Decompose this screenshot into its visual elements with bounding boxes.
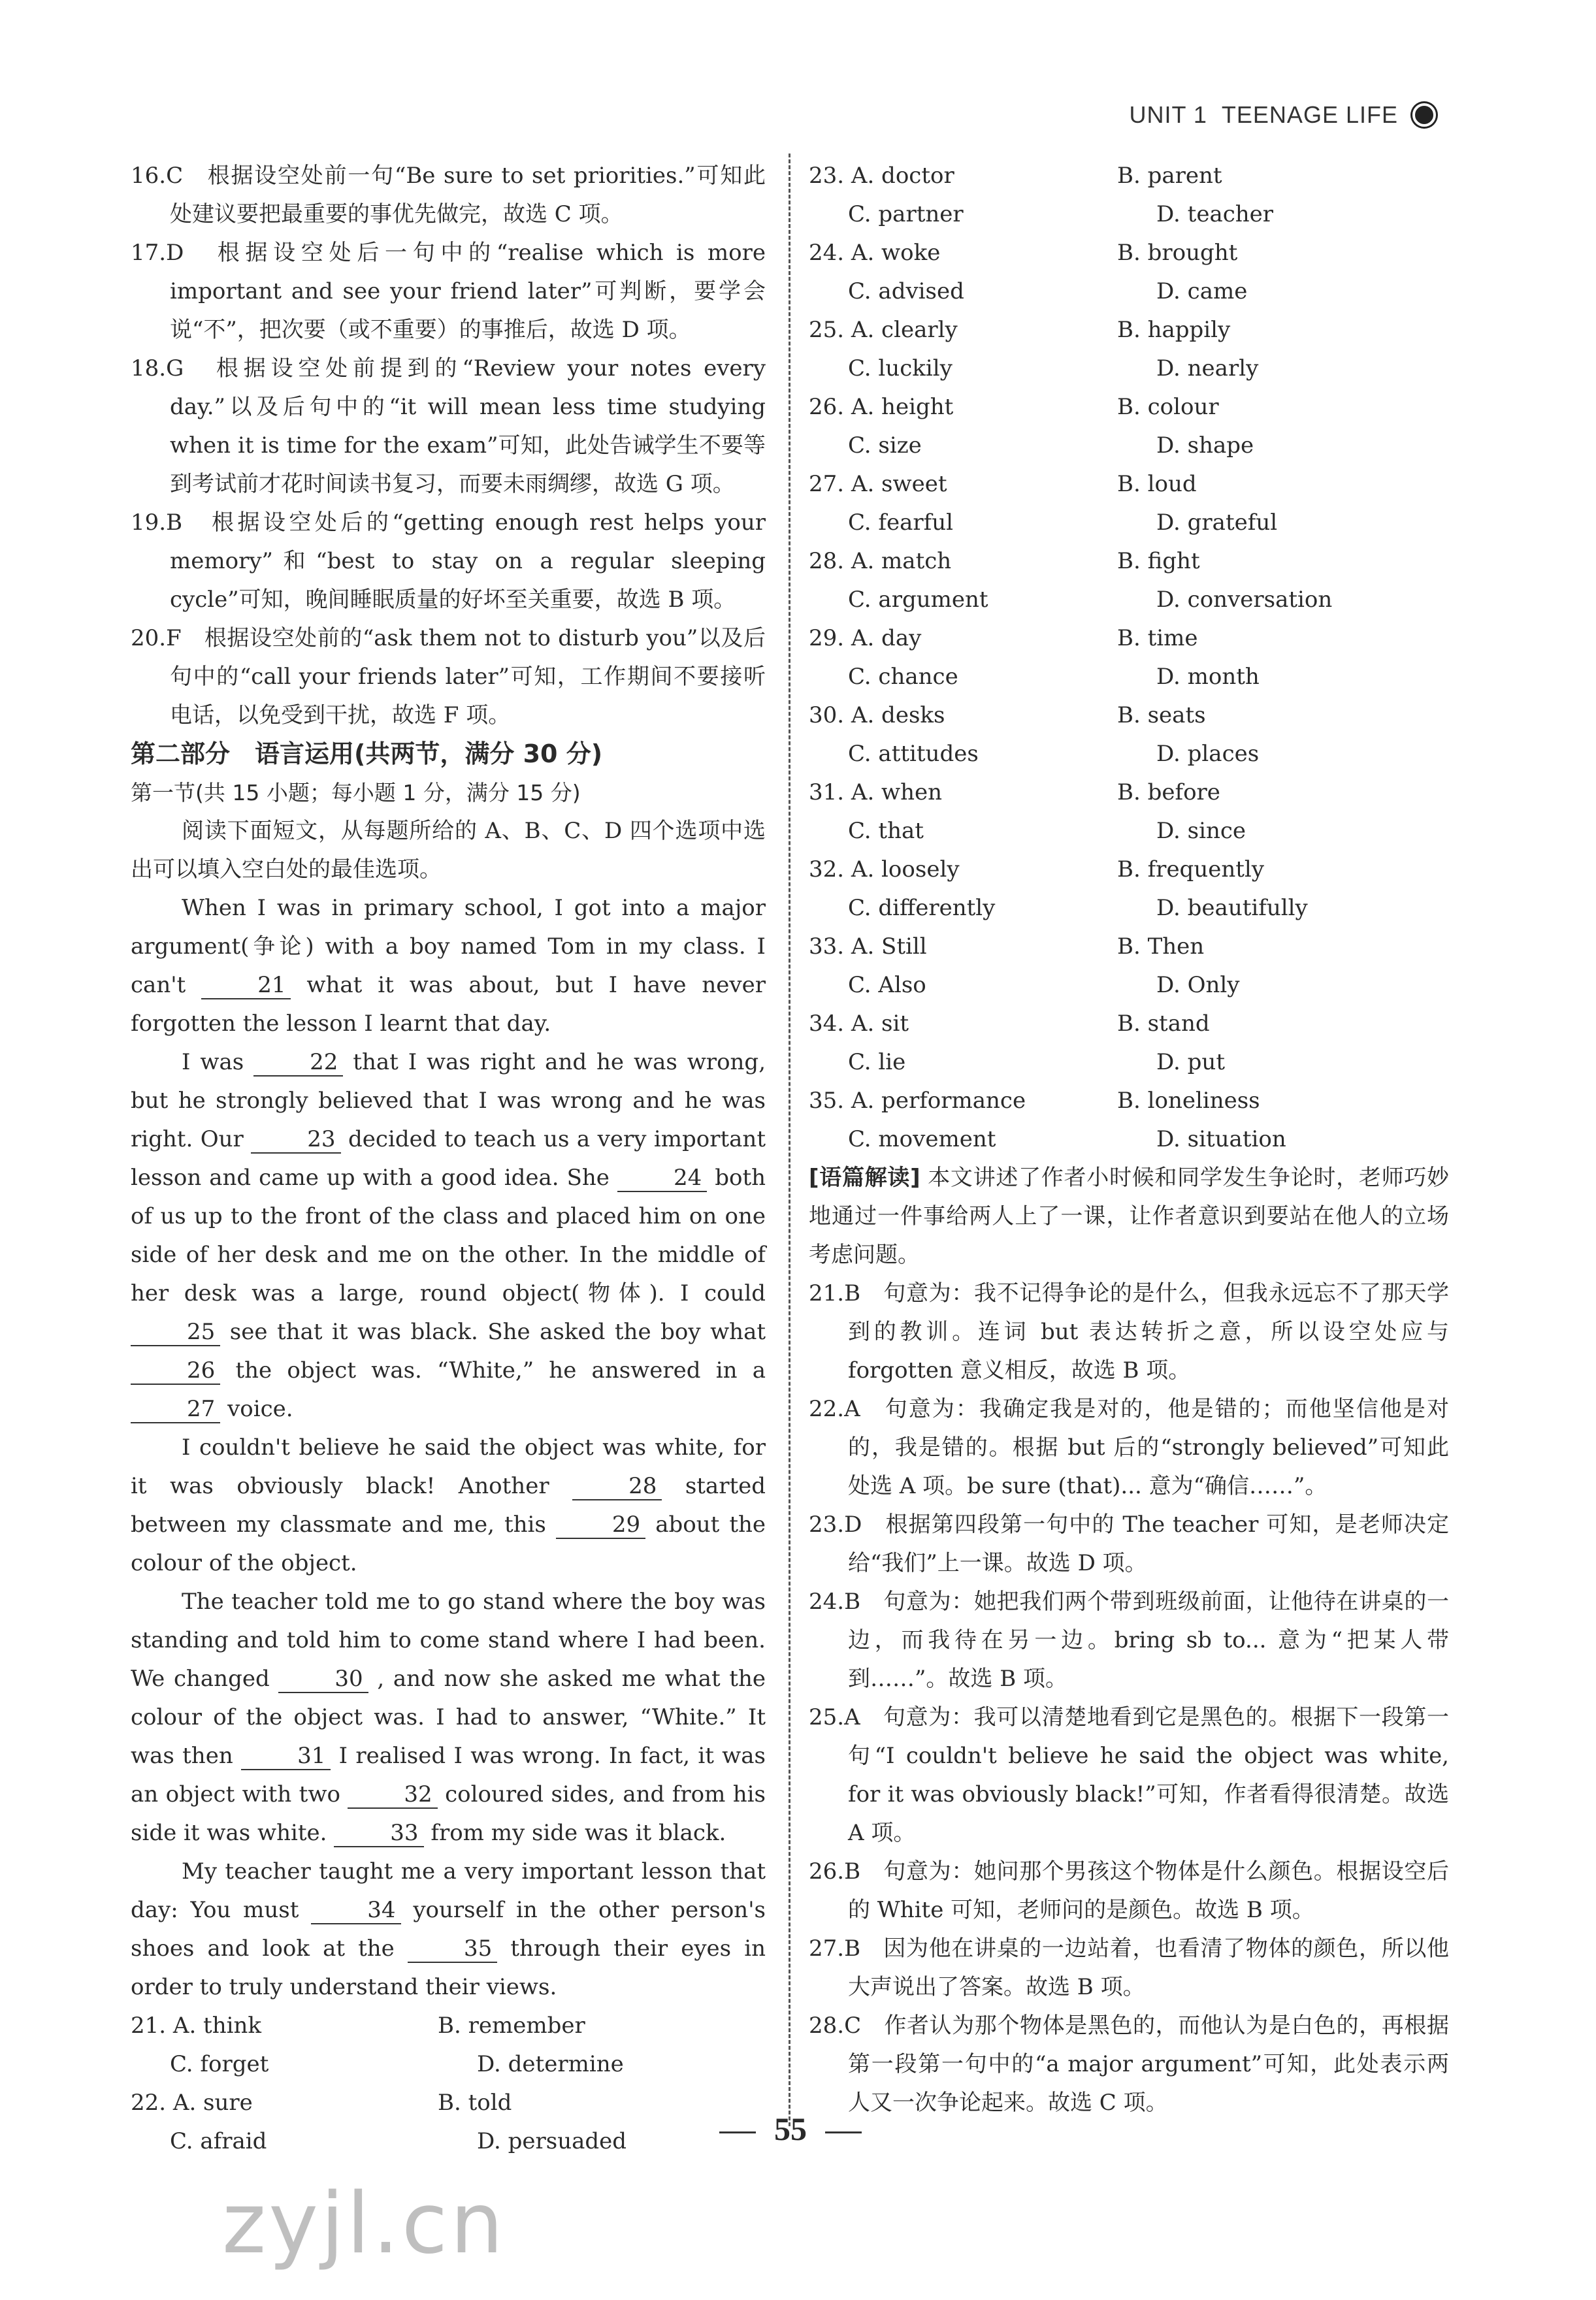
answer-number: 19.B bbox=[131, 510, 183, 536]
answer-number: 28.C bbox=[809, 2013, 862, 2039]
section-title: 第二部分 语言运用(共两节，满分 30 分) bbox=[131, 739, 603, 768]
blank-30: 30 bbox=[278, 1666, 368, 1693]
option-d: D. Only bbox=[1156, 972, 1240, 998]
option-a: A. day bbox=[851, 625, 922, 651]
option-a: A. height bbox=[851, 394, 954, 420]
option-group bbox=[809, 542, 1449, 619]
answer-text: 根据第四段第一句中的 The teacher 可知，是老师决定给“我们”上一课。故选 D 项。 bbox=[848, 1512, 1449, 1576]
blank-29: 29 bbox=[556, 1512, 645, 1539]
option-a: A. woke bbox=[851, 240, 941, 266]
option-a: A. doctor bbox=[851, 163, 954, 189]
page-header bbox=[1130, 101, 1436, 129]
answer-number: 27.B bbox=[809, 1936, 861, 1962]
answer-text: 句意为：我不记得争论的是什么，但我永远忘不了那天学到的教训。连词 but 表达转折之意，所以设空处应与 forgotten 意义相反，故选 B 项。 bbox=[848, 1280, 1450, 1384]
option-group bbox=[809, 311, 1449, 388]
option-d: D. persuaded bbox=[477, 2128, 627, 2154]
answer-item bbox=[809, 1274, 1449, 1390]
answer-number: 16.C bbox=[131, 163, 184, 189]
option-a: A. when bbox=[851, 779, 943, 805]
blank-32: 32 bbox=[348, 1781, 437, 1809]
passage-paragraph-3: I couldn't believe he said the object was white, for it was obviously black! Another 28 started between my classmate and me, this 29 about the colour of the object. bbox=[131, 1434, 766, 1576]
passage-paragraph-1: When I was in primary school, I got into a major argument(争论) with a boy named Tom in my class. I can't 21 what it was about, but I have never forgotten the lesson I learnt that day. bbox=[131, 895, 766, 1037]
blank-28: 28 bbox=[572, 1473, 662, 1500]
question-number: 21. bbox=[131, 2013, 167, 2039]
option-a: A. sure bbox=[172, 2090, 253, 2116]
answer-number: 21.B bbox=[809, 1280, 861, 1306]
blank-35: 35 bbox=[408, 1936, 497, 1963]
option-group bbox=[809, 157, 1449, 234]
option-c: C. forget bbox=[170, 2051, 269, 2077]
question-number: 33. bbox=[809, 933, 845, 960]
question-number: 28. bbox=[809, 548, 845, 574]
answer-list-left bbox=[131, 157, 766, 735]
circle-icon bbox=[1412, 103, 1436, 127]
question-number: 30. bbox=[809, 702, 845, 728]
option-b: B. stand bbox=[1117, 1011, 1210, 1037]
answer-number: 20.F bbox=[131, 625, 182, 651]
answer-number: 17.D bbox=[131, 240, 184, 266]
blank-27: 27 bbox=[131, 1396, 220, 1423]
option-c: C. differently bbox=[848, 895, 996, 921]
option-c: C. chance bbox=[848, 664, 958, 690]
answer-number: 24.B bbox=[809, 1589, 861, 1615]
option-group bbox=[809, 1082, 1449, 1159]
option-d: D. places bbox=[1156, 741, 1260, 767]
left-column bbox=[131, 157, 766, 2161]
option-c: C. argument bbox=[848, 587, 988, 613]
option-group bbox=[809, 619, 1449, 696]
section-subtitle: 第一节(共 15 小题；每小题 1 分，满分 15 分) bbox=[131, 780, 581, 805]
option-c: C. attitudes bbox=[848, 741, 979, 767]
section-instruction: 阅读下面短文，从每题所给的 A、B、C、D 四个选项中选出可以填入空白处的最佳选项。 bbox=[131, 818, 766, 883]
answer-item bbox=[809, 2007, 1449, 2122]
answer-text: 根据设空处前一句“Be sure to set priorities.”可知此处建议要把最重要的事优先做完，故选 C 项。 bbox=[170, 163, 766, 227]
option-c: C. size bbox=[848, 432, 922, 459]
option-b: B. loud bbox=[1117, 471, 1197, 497]
blank-25: 25 bbox=[131, 1319, 220, 1346]
analysis-text: 本文讲述了作者小时候和同学发生争论时，老师巧妙地通过一件事给两人上了一课，让作者意识到要站在他人的立场考虑问题。 bbox=[809, 1165, 1450, 1268]
question-number: 24. bbox=[809, 240, 845, 266]
option-a: A. match bbox=[851, 548, 952, 574]
unit-label: UNIT 1 bbox=[1129, 101, 1207, 128]
option-d: D. teacher bbox=[1156, 201, 1274, 227]
blank-26: 26 bbox=[131, 1357, 220, 1385]
answer-text: 句意为：我确定我是对的，他是错的；而他坚信他是对的，我是错的。根据 but 后的“strongly believed”可知此处选 A 项。be sure (that)... 意为“确信……”。 bbox=[848, 1396, 1450, 1499]
option-c: C. fearful bbox=[848, 510, 954, 536]
option-b: B. time bbox=[1117, 625, 1198, 651]
option-b: B. loneliness bbox=[1117, 1088, 1260, 1114]
option-c: C. luckily bbox=[848, 355, 953, 381]
option-a: A. performance bbox=[851, 1088, 1026, 1114]
option-group bbox=[809, 234, 1449, 311]
answer-number: 22.A bbox=[809, 1396, 860, 1422]
option-c: C. movement bbox=[848, 1126, 996, 1152]
option-a: A. clearly bbox=[851, 317, 958, 343]
option-b: B. colour bbox=[1117, 394, 1219, 420]
question-number: 31. bbox=[809, 779, 845, 805]
answer-text: 根据设空处前提到的“Review your notes every day.”以及后句中的“it will mean less time studying when it is time for the exam”可知，此处告诫学生不要等到考试前才花时间读书复习，而要未雨绸缪，故选 G 项。 bbox=[170, 355, 766, 497]
option-group bbox=[809, 465, 1449, 542]
answer-item bbox=[809, 1853, 1449, 1930]
option-c: C. afraid bbox=[170, 2128, 267, 2154]
option-d: D. came bbox=[1156, 278, 1248, 304]
answer-text: 因为他在讲桌的一边站着，也看清了物体的颜色，所以他大声说出了答案。故选 B 项。 bbox=[848, 1936, 1450, 2000]
blank-33: 33 bbox=[334, 1820, 423, 1847]
answer-item bbox=[809, 1506, 1449, 1583]
option-b: B. remember bbox=[438, 2013, 585, 2039]
options-list-right bbox=[809, 157, 1449, 1159]
question-number: 27. bbox=[809, 471, 845, 497]
question-number: 23. bbox=[809, 163, 845, 189]
answer-text: 句意为：她把我们两个带到班级前面，让他待在讲桌的一边，而我待在另一边。bring sb to... 意为“把某人带到……”。故选 B 项。 bbox=[848, 1589, 1450, 1692]
blank-31: 31 bbox=[241, 1743, 331, 1770]
option-b: B. brought bbox=[1117, 240, 1238, 266]
answer-text: 作者认为那个物体是黑色的，而他认为是白色的，再根据第一段第一句中的“a major argument”可知，此处表示两人又一次争论起来。故选 C 项。 bbox=[848, 2013, 1450, 2116]
option-d: D. shape bbox=[1156, 432, 1254, 459]
option-d: D. since bbox=[1156, 818, 1246, 844]
question-number: 29. bbox=[809, 625, 845, 651]
blank-23: 23 bbox=[251, 1126, 340, 1154]
option-d: D. conversation bbox=[1156, 587, 1333, 613]
answer-item bbox=[809, 1390, 1449, 1506]
option-d: D. situation bbox=[1156, 1126, 1286, 1152]
option-a: A. think bbox=[172, 2013, 261, 2039]
question-number: 34. bbox=[809, 1011, 845, 1037]
answer-text: 根据设空处前的“ask them not to disturb you”以及后句中的“call your friends later”可知，工作期间不要接听电话，以免受到干扰，故选 F 项。 bbox=[170, 625, 766, 728]
option-a: A. sit bbox=[851, 1011, 909, 1037]
option-b: B. frequently bbox=[1117, 856, 1264, 883]
option-a: A. loosely bbox=[851, 856, 960, 883]
option-b: B. told bbox=[438, 2090, 512, 2116]
column-divider bbox=[789, 154, 790, 2126]
answer-item bbox=[809, 1583, 1449, 1698]
option-group bbox=[809, 850, 1449, 928]
option-b: B. before bbox=[1117, 779, 1220, 805]
question-number: 26. bbox=[809, 394, 845, 420]
blank-34: 34 bbox=[311, 1897, 400, 1924]
question-number: 32. bbox=[809, 856, 845, 883]
option-group bbox=[809, 1005, 1449, 1082]
option-d: D. beautifully bbox=[1156, 895, 1308, 921]
answer-number: 25.A bbox=[809, 1704, 860, 1730]
option-b: B. happily bbox=[1117, 317, 1231, 343]
option-b: B. seats bbox=[1117, 702, 1206, 728]
option-group bbox=[809, 696, 1449, 773]
option-group bbox=[809, 773, 1449, 850]
question-number: 25. bbox=[809, 317, 845, 343]
answer-item bbox=[809, 1930, 1449, 2007]
blank-24: 24 bbox=[617, 1165, 707, 1192]
text-analysis bbox=[809, 1159, 1449, 1274]
option-a: A. sweet bbox=[851, 471, 947, 497]
answer-item bbox=[131, 349, 766, 504]
option-group bbox=[809, 928, 1449, 1005]
passage-paragraph-2: I was 22 that I was right and he was wrong, but he strongly believed that I was wrong and he was right. Our 23 decided to teach us a very important lesson and came up with a good idea. She 24 both of us up to the front of the class and placed him on one side of her desk and me on the other. In the middle of her desk was a large, round object(物体). I could 25 see that it was black. She asked the boy what 26 the object was. “White,” he answered in a 27 voice. bbox=[131, 1049, 766, 1422]
option-d: D. put bbox=[1156, 1049, 1225, 1075]
answer-text: 句意为：她问那个男孩这个物体是什么颜色。根据设空后的 White 可知，老师问的是颜色。故选 B 项。 bbox=[848, 1858, 1450, 1923]
passage-paragraph-4: The teacher told me to go stand where the boy was standing and told him to come stand where I had been. We changed 30 , and now she asked me what the colour of the object was. I had to answer, “White.” It was then 31 I realised I was wrong. In fact, it was an object with two 32 coloured sides, and from his side it was white. 33 from my side was it black. bbox=[131, 1589, 766, 1846]
option-d: D. nearly bbox=[1156, 355, 1259, 381]
option-b: B. fight bbox=[1117, 548, 1200, 574]
blank-22: 22 bbox=[253, 1049, 343, 1077]
watermark-logo: zyjl.cn bbox=[222, 2175, 506, 2273]
answer-item bbox=[131, 157, 766, 234]
option-c: C. advised bbox=[848, 278, 964, 304]
page-number: 55 bbox=[653, 2110, 928, 2148]
option-a: A. Still bbox=[851, 933, 927, 960]
passage-paragraph-5: My teacher taught me a very important lesson that day: You must 34 yourself in the other person's shoes and look at the 35 through their eyes in order to truly understand their views. bbox=[131, 1858, 766, 2000]
option-group bbox=[131, 2007, 766, 2084]
answer-text: 根据设空处后的“getting enough rest helps your memory”和“best to stay on a regular sleeping cycle”可知，晚间睡眠质量的好坏至关重要，故选 B 项。 bbox=[170, 510, 766, 613]
option-b: B. parent bbox=[1117, 163, 1222, 189]
option-c: C. lie bbox=[848, 1049, 906, 1075]
option-b: B. Then bbox=[1117, 933, 1205, 960]
answer-item bbox=[131, 619, 766, 735]
answer-text: 句意为：我可以清楚地看到它是黑色的。根据下一段第一句“I couldn't believe he said the object was white, for it was obviously black!”可知，作者看得很清楚。故选 A 项。 bbox=[848, 1704, 1450, 1846]
blank-21: 21 bbox=[201, 972, 291, 999]
option-group bbox=[809, 388, 1449, 465]
answer-item bbox=[131, 234, 766, 349]
answer-number: 23.D bbox=[809, 1512, 862, 1538]
option-a: A. desks bbox=[851, 702, 945, 728]
option-c: C. that bbox=[848, 818, 924, 844]
answer-item bbox=[809, 1698, 1449, 1853]
question-number: 22. bbox=[131, 2090, 167, 2116]
right-column bbox=[809, 157, 1449, 2122]
answer-item bbox=[131, 504, 766, 619]
question-number: 35. bbox=[809, 1088, 845, 1114]
answer-number: 26.B bbox=[809, 1858, 861, 1885]
answer-list-right bbox=[809, 1274, 1449, 2122]
option-d: D. grateful bbox=[1156, 510, 1278, 536]
unit-title: TEENAGE LIFE bbox=[1221, 101, 1398, 128]
option-d: D. month bbox=[1156, 664, 1260, 690]
option-c: C. Also bbox=[848, 972, 926, 998]
option-d: D. determine bbox=[477, 2051, 624, 2077]
answer-text: 根据设空处后一句中的“realise which is more important and see your friend later”可判断，要学会说“不”，把次要（或不重要）的事推后，故选 D 项。 bbox=[170, 240, 766, 343]
analysis-label: [语篇解读] bbox=[809, 1165, 920, 1191]
option-c: C. partner bbox=[848, 201, 964, 227]
answer-number: 18.G bbox=[131, 355, 184, 381]
